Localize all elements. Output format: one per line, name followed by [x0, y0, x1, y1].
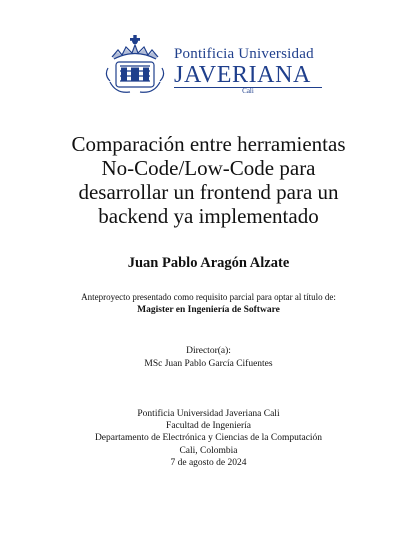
university-logo: [102, 32, 322, 102]
department-name: Departamento de Electrónica y Ciencias de la Computación: [94, 433, 323, 444]
university-crest-icon: [102, 32, 168, 98]
thesis-title-line: desarrollar un frontend para un: [78, 180, 339, 204]
director-name: MSc Juan Pablo García Cifuentes: [144, 359, 273, 369]
degree-name: Magister en Ingeniería de Software: [137, 305, 280, 315]
director-label: Director(a):: [186, 346, 231, 356]
faculty-name: Facultad de Ingeniería: [166, 421, 251, 432]
logo-line-cali: Cali: [242, 87, 254, 95]
author-name: Juan Pablo Aragón Alzate: [127, 255, 290, 271]
thesis-title: [18, 132, 399, 228]
requirement-text: Anteproyecto presentado como requisito parcial para optar al título de:: [81, 292, 336, 302]
logo-line-javeriana: JAVERIANA: [174, 62, 311, 88]
city-name: Cali, Colombia: [179, 445, 238, 456]
document-date: 7 de agosto de 2024: [170, 457, 247, 468]
thesis-title-line: backend ya implementado: [98, 204, 319, 228]
thesis-title-line: Comparación entre herramientas: [71, 132, 346, 156]
logo-line-pontificia: Pontificia Universidad: [174, 46, 314, 62]
institution-block: [18, 408, 399, 469]
university-name: Pontificia Universidad Javeriana Cali: [137, 409, 280, 419]
thesis-title-line: No-Code/Low-Code para: [101, 156, 316, 180]
